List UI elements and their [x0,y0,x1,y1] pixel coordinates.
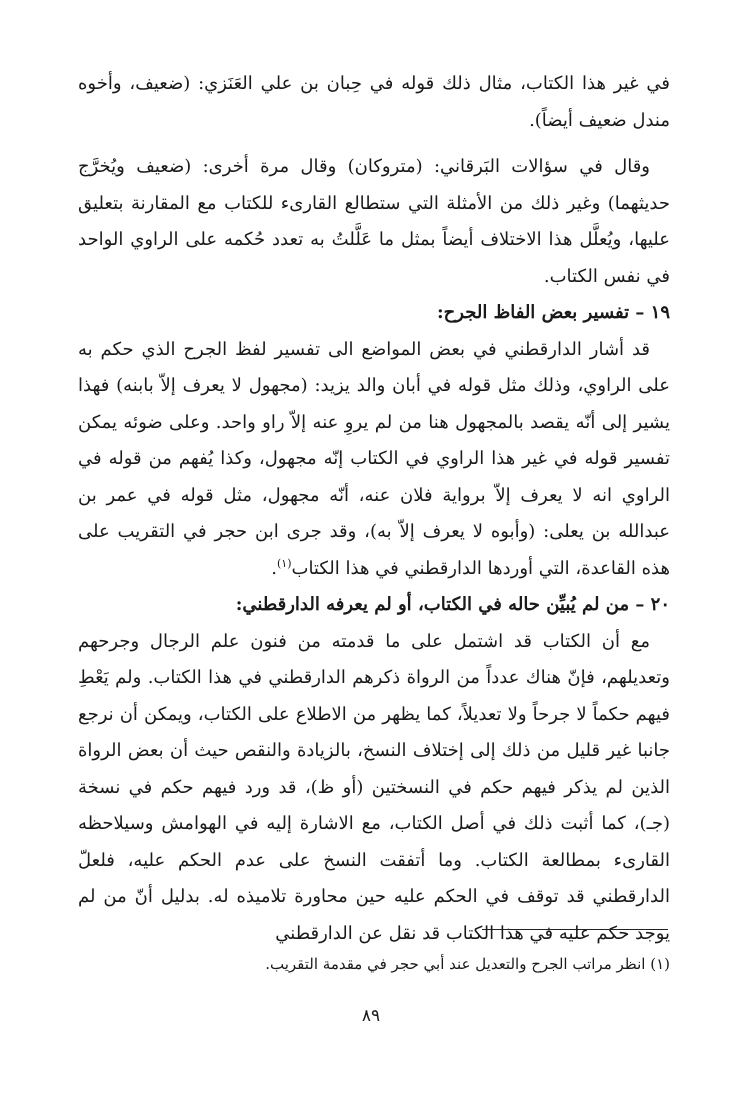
footnote-marker: (١) [650,955,670,973]
paragraph-barqani [78,149,670,295]
sentence-end: . [271,557,277,579]
heading-text: ٢٠ – من لم يُبيِّن حاله في الكتاب، أو لم يعرفه الدارقطني: [235,594,670,615]
section-heading-20 [78,587,670,624]
paragraph-jarh-explanation [78,332,670,588]
paragraph-text: وقال في سؤالات البَرقاني: (متروكان) وقال مرة أخرى: (ضعيف ويُخرَّج حديثهما) وغير ذلك من الأمثلة التي ستطالع القارىء للكتاب مع المقارنة بتعليق عليها، ويُعلَّل هذا الاختلاف أيضاً بمثل ما عَلَّلتُ به تعدد حُكمه على الراوي الواحد في نفس الكتاب. [78,156,670,287]
footnote-reference[interactable]: (١) [276,556,292,570]
paragraph-continuation [78,66,670,139]
body-text [78,66,670,952]
footnote [78,952,670,976]
heading-text: ١٩ – تفسير بعض الفاظ الجرح: [437,302,670,323]
section-heading-19 [78,295,670,332]
paragraph-text: قد أشار الدارقطني في بعض المواضع الى تفسير لفظ الجرح الذي حكم به على الراوي، وذلك مثل قوله في أبان والد يزيد: (مجهول لا يعرف إلاّ بابنه) فهذا يشير إلى أنّه يقصد بالمجهول هنا من لم يروِ عنه إلاّ راو واحد. وعلى ضوئه يمكن تفسير قوله في غير هذا الراوي في الكتاب إنّه مجهول، وكذا يُفهم من قوله في الراوي انه لا يعرف إلاّ برواية فلان عنه، أنّه مجهول، مثل قوله في عمر بن عبدالله بن يعلى: (وأبوه لا يعرف إلاّ به)، وقد جرى ابن حجر في التقريب على هذه القاعدة، التي أوردها الدارقطني في هذا الكتاب [78,338,670,579]
paragraph-text: في غير هذا الكتاب، مثال ذلك قوله في حِبان بن علي العَنَزي: (ضعيف، وأخوه مندل ضعيف أيضاً). [78,73,670,131]
paragraph-unassessed-narrators [78,624,670,953]
paragraph-text: مع أن الكتاب قد اشتمل على ما قدمته من فنون علم الرجال وجرحهم وتعديلهم، فإنّ هناك عدداً من الرواة ذكرهم الدارقطني في هذا الكتاب. ولم يَعْطِ فيهم حكماً لا جرحاً ولا تعديلاً، كما يظهر من الاطلاع على الكتاب، ويمكن أن نرجع جانبا غير قليل من ذلك إلى إختلاف النسخ، بالزيادة والنقص حيث أن بعض الرواة الذين لم يذكر فيهم حكم في النسختين (أو ظ)، قد ورد فيهم حكم في نسخة (جـ)، كما أثبت ذلك في أصل الكتاب، مع الاشارة إليه في الهوامش وسيلاحظه القارىء بمطالعة الكتاب. وما أتفقت النسخ على عدم الحكم عليه، فلعلّ الدارقطني قد توقف في الحكم عليه حين محاورة تلاميذه له. بدليل أنّ من لم يوجد حكم عليه في هذا الكتاب قد نقل عن الدارقطني [78,630,670,944]
page-number: ٨٩ [361,1006,381,1026]
footnote-divider [482,929,668,930]
footnote-text: انظر مراتب الجرح والتعديل عند أبي حجر في مقدمة التقريب. [265,955,646,973]
